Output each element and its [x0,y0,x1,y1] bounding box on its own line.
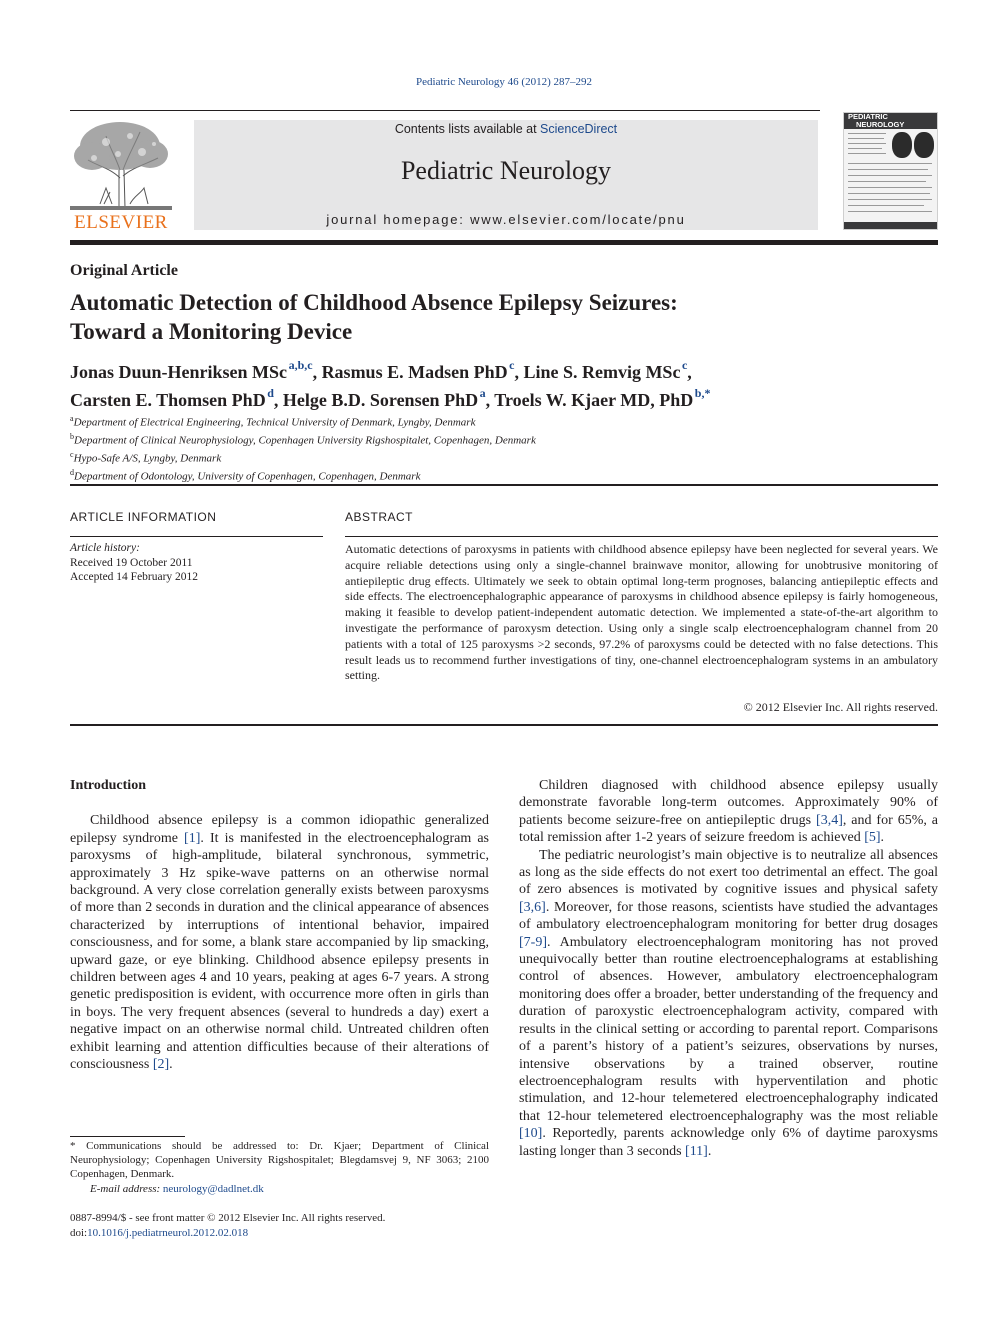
front-matter [70,1211,570,1240]
author-separator: , [273,390,283,410]
citation-link[interactable]: [2] [152,1057,170,1073]
paragraph-text: . It is manifested in the electroencephalogram as paroxysms of high-amplitude, bilateral synchronous, symmetric, approximately 3 Hz spike-wave patterns on an otherwise normal background. A very close correlation generally exists between paroxysms of more than 2 seconds in duration and the clinical appearance of absences characterized by interruptions of intentional behavior, impaired consciousness, and for some, a blank stare accompanied by lip smacking, upward gaze, or eye blinking. Childhood absence epilepsy presents in children between ages 4 and 10 years, peaking at ages 6-7 years. A strong genetic predisposition is evident, with occurrence more often in girls than in boys. The very frequent absences (several to hundreds a day) exert a negative impact on an otherwise normal child. Untreated children often exhibit learning and attention difficulties because of their alterations of consciousness [70,830,490,1073]
author-separator: , [687,362,692,382]
affiliation-item [70,412,930,430]
paragraph-text: . [169,1057,173,1073]
doi-link[interactable]: 10.1016/j.pediatrneurol.2012.02.018 [87,1226,249,1239]
title-line-2: Toward a Monitoring Device [70,319,353,344]
cover-text-line [848,163,932,164]
affiliation-marker: c [70,450,74,460]
cover-title [844,113,937,129]
affiliation-item [70,466,930,484]
author-name[interactable]: Line S. Remvig MSc [523,362,681,382]
author-separator: , [312,362,322,382]
paragraph-text: . [880,830,885,846]
cover-text-line [848,187,932,188]
sciencedirect-link[interactable]: ScienceDirect [540,122,618,136]
elsevier-logo[interactable] [70,118,172,232]
email-link[interactable]: neurology@dadlnet.dk [162,1182,264,1195]
journal-masthead [194,120,818,230]
author-separator: , [485,390,495,410]
body-column-right [519,777,938,1160]
author-name[interactable]: Rasmus E. Madsen PhD [321,362,508,382]
section-rule [70,484,938,486]
citation-link[interactable]: [3,6] [519,899,546,915]
journal-cover-thumbnail[interactable] [843,112,938,230]
author-line-1 [70,356,930,384]
cover-text-line [848,205,924,206]
cover-text-line [848,175,932,176]
publisher-wordmark: ELSEVIER [74,212,168,233]
affiliation-item [70,448,930,466]
received-date: Received 19 October 2011 [70,556,193,569]
cover-text-line [848,143,886,144]
email-label: E-mail address: [90,1182,163,1195]
contents-line [194,122,818,136]
author-affiliation-marker[interactable]: c [509,358,515,372]
citation-link[interactable]: [3,4] [816,812,843,828]
author-list [70,356,930,412]
affiliation-text: Department of Electrical Engineering, Technical University of Denmark, Lyngby, Denmark [73,416,476,429]
author-name[interactable]: Carsten E. Thomsen PhD [70,390,266,410]
body-column-left [70,777,489,1074]
citation-link[interactable]: [7-9] [519,934,547,950]
doi-line [70,1226,570,1241]
cover-title-line1: PEDIATRIC [848,112,888,121]
abstract-rule [345,536,938,537]
header-thick-rule [70,240,938,245]
author-affiliation-marker[interactable]: a,b,c [288,358,313,372]
journal-homepage[interactable]: journal homepage: www.elsevier.com/locate/pnu [326,212,686,227]
paragraph-text: Childhood absence epilepsy is a common idiopathic generalized epilepsy syndrome [70,813,489,846]
abstract-text: Automatic detections of paroxysms in patients with childhood absence epilepsy have been neglected for several years. We acquire reliable detections using only a single-channel brainwave monitor, allowing for unobtrusive monitoring of antiepileptic drug effects. Ultimately we seek to obtain optimal long-term prognoses, balancing antiepileptic effects and side effects. The electroencephalographic appearance of paroxysms in childhood absence epilepsy is fairly homogeneous, making it feasible to develop patient-independent automatic detection. We implemented a state-of-the-art algorithm to investigate the performance of paroxysm detection. Using only a single scalp electroencephalogram channel from 20 patients with a total of 125 paroxysms >2 seconds, 97.2% of paroxysms could be detected with no false detections. This result leads us to recommend further investigations of tiny, one-channel electroencephalogram systems in an ambulatory setting. [345,542,938,683]
cover-text-line [848,148,882,149]
citation-link[interactable]: [1] [184,830,201,846]
citation-link[interactable]: [11] [685,1143,708,1159]
cover-text-line [848,169,928,170]
abstract-bottom-rule [70,724,938,726]
affiliation-marker: d [70,468,74,478]
cover-text-line [848,199,932,200]
paragraph-text: , and for 65%, a total remission after 1-2 years of seizure freedom is achieved [519,812,938,846]
cover-title-line2: NEUROLOGY [856,120,905,129]
cover-text-line [848,153,886,154]
affiliation-text: Department of Odontology, University of Copenhagen, Copenhagen, Denmark [74,471,421,484]
author-affiliation-marker[interactable]: d [267,386,274,400]
author-name[interactable]: Troels W. Kjaer MD, PhD [494,390,694,410]
affiliation-text: Hypo-Safe A/S, Lyngby, Denmark [73,452,222,465]
paragraph-text: . Ambulatory electroencephalogram monitoring has not proved unequivocally better than routine electroencephalograms at establishing control of absences. However, ambulatory electroencephalogram monitoring does offer a broader, better understanding of the frequency and duration of paroxystic electroencephalogram activity, compared with results in the clinical setting or according to parental report. Comparisons of a parent’s history of a patient’s seizures, observations by nurses, intensive observations by a trained observer, routine electroencephalogram results with hyperventilation and photic stimulation, and 12-hour telemetered electroencephalography indicated that 12-hour telemetered electroencephalography was the most reliable [519,934,938,1124]
paragraph-text: The pediatric neurologist’s main objective is to neutralize all absences as long as the side effects do not exert too detrimental an effect. The goal of zero absences is motivated by cognitive issues and physical safety [519,847,938,898]
abstract-heading: ABSTRACT [345,510,414,524]
author-name[interactable]: Jonas Duun-Henriksen MSc [70,362,288,382]
correspondence-footnote [70,1139,489,1196]
article-info-heading: ARTICLE INFORMATION [70,510,217,524]
paragraph [70,812,489,1073]
article-info-rule [70,536,323,537]
cover-text-line [848,211,932,212]
paragraph-text: . Moreover, for those reasons, scientists have studied the advantages of ambulatory electroencephalogram monitoring for better drug dosages [519,899,938,933]
paragraph-text: Children diagnosed with childhood absence epilepsy usually demonstrate favorable long-term outcomes. Approximately 90% of patients become seizure-free on antiepileptic drugs [519,778,938,828]
history-label: Article history: [70,542,140,554]
accepted-date: Accepted 14 February 2012 [70,571,199,583]
footnote-rule [70,1136,185,1137]
author-affiliation-marker[interactable]: c [681,358,688,372]
tree-icon [70,118,172,210]
author-affiliation-marker[interactable]: a [479,386,486,400]
paragraph [519,777,938,847]
article-history [70,541,323,585]
section-heading-introduction: Introduction [70,778,146,793]
cover-image-left [892,132,912,158]
cover-footer-band [844,222,937,229]
title-line-1: Automatic Detection of Childhood Absence Epilepsy Seizures: [70,290,678,315]
abstract-copyright: © 2012 Elsevier Inc. All rights reserved. [743,700,938,714]
author-separator: , [514,362,524,382]
issn-line: 0887-8994/$ - see front matter © 2012 Elsevier Inc. All rights reserved. [70,1212,386,1224]
footnote-text: * Communications should be addressed to: Dr. Kjaer; Department of Clinical Neurophysiology; Copenhagen University Rigshospitalet; Blegdamsvej 9, NF 3063; 2100 Copenhagen, Denmark. [70,1140,489,1181]
citation-link[interactable]: [10] [519,1126,543,1142]
article-title [70,288,830,346]
journal-reference[interactable]: Pediatric Neurology 46 (2012) 287–292 [416,76,592,88]
email-line [70,1183,264,1195]
citation-link[interactable]: [5] [864,830,881,846]
doi-label: doi: [70,1226,88,1239]
affiliation-marker: b [70,432,74,442]
header-top-rule [70,110,820,111]
author-name[interactable]: Helge B.D. Sorensen PhD [282,390,479,410]
affiliation-item [70,430,930,448]
affiliation-text: Department of Clinical Neurophysiology, Copenhagen University Rigshospitalet, Copenhagen, Denmark [74,434,536,447]
author-line-2 [70,384,930,412]
affiliation-marker: a [70,414,74,423]
cover-text-line [848,193,930,194]
author-affiliation-marker[interactable]: b,* [694,386,711,400]
paragraph [519,847,938,1160]
affiliation-list [70,412,930,485]
paragraph-text: . [707,1143,712,1159]
paragraph-text: . Reportedly, parents acknowledge only 6% of daytime paroxysms lasting longer than 3 seconds [519,1126,938,1159]
cover-text-line [848,181,926,182]
journal-name: Pediatric Neurology [400,156,612,185]
cover-image-right [914,132,934,158]
contents-prefix: Contents lists available at [394,122,541,136]
article-type: Original Article [70,262,178,279]
cover-text-line [848,138,884,139]
cover-text-line [848,133,886,134]
